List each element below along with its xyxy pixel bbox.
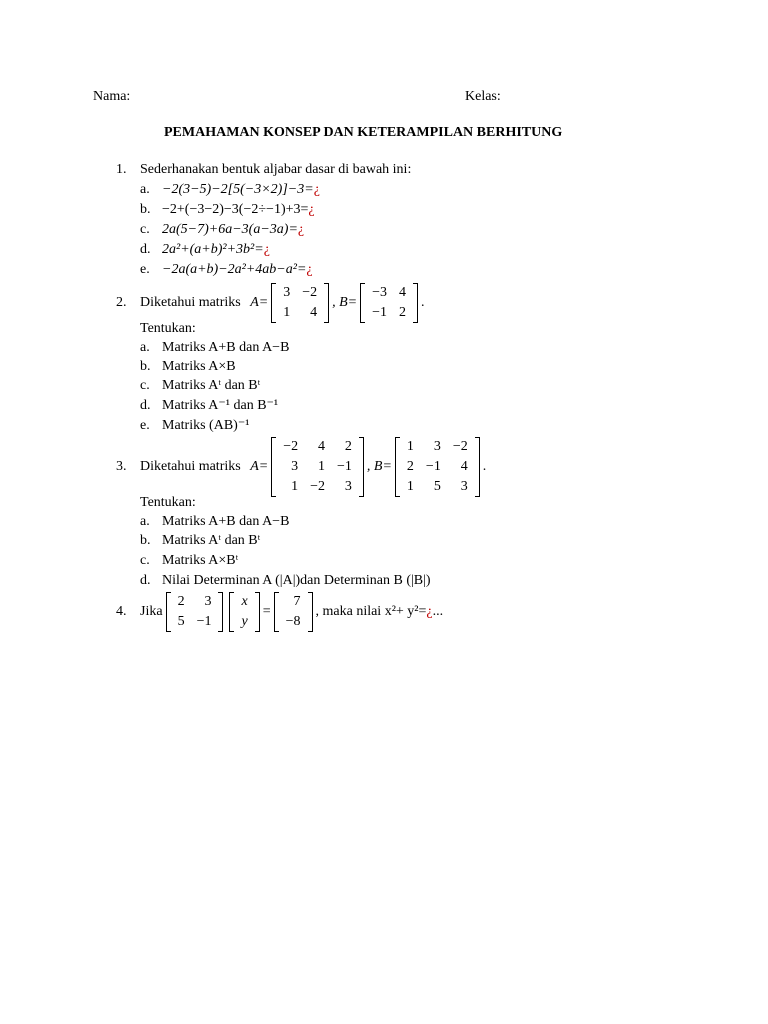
matrix-cell: −2 [283,439,299,454]
item-text: Matriks Aᵗ dan Bᵗ [162,533,261,548]
q4-tail-text: , maka nilai x²+ y²= [315,604,427,620]
matrix-cell: 2 [177,594,185,609]
matrix-cell: −2 [302,285,318,300]
q3-tentukan: Tentukan: [140,495,196,510]
item-text: Matriks A⁻¹ dan B⁻¹ [162,398,279,413]
matrix-cell: −2 [310,479,326,494]
matrix-b-label: , B= [332,295,358,311]
matrix-cell: 4 [460,459,468,474]
item-letter: a. [140,340,150,355]
matrix-b-label: , B= [366,459,392,475]
matrix-cell: 2 [344,439,352,454]
item-expression: 2a(5−7)+6a−3(a−3a)= [162,222,298,237]
item-letter: d. [140,242,151,257]
item-letter: d. [140,398,151,413]
matrix-cell: x [241,594,248,609]
matrix-cell: 3 [283,285,291,300]
matrix-cell: 4 [318,439,326,454]
q3-item-d [140,574,431,588]
matrix-cell: 4 [399,285,407,300]
q3-heading [116,437,486,493]
matrix-cell: 2 [399,305,407,320]
item-text: Matriks Aᵗ dan Bᵗ [162,378,261,393]
item-letter: e. [140,418,150,433]
q2-heading [116,283,425,321]
q4-heading [116,592,443,630]
matrix-cell: y [241,614,248,629]
q1-item-e [140,263,313,277]
item-expression: −2a(a+b)−2a²+4ab−a²= [162,262,307,277]
item-text: Matriks (AB)⁻¹ [162,418,250,433]
q1-item-d [140,243,270,257]
matrix-cell: −1 [196,614,212,629]
q2-item-d [140,399,278,413]
q4-matrix [166,592,224,632]
item-text: Matriks A×B [162,359,236,374]
q1-item-b [140,203,315,217]
matrix-cell: 1 [406,439,414,454]
question-mark: ¿ [306,262,313,277]
item-letter: c. [140,222,150,237]
question-mark: ¿ [297,222,305,237]
item-letter: a. [140,514,150,529]
item-letter: b. [140,359,151,374]
item-letter: c. [140,378,150,393]
item-text: Matriks A×Bᵗ [162,553,239,568]
q2-text: Diketahui matriks [140,295,241,311]
period: . [482,459,487,475]
item-text: Nilai Determinan A (|A|)dan Determinan B (|B|) [162,573,431,588]
matrix-cell: −3 [372,285,388,300]
matrix-cell: 1 [291,479,299,494]
matrix-cell: −8 [285,614,301,629]
q4-number: 4. [116,604,127,620]
matrix-cell: 3 [460,479,468,494]
matrix-cell: 3 [291,459,299,474]
matrix-cell: −1 [425,459,441,474]
q2-number: 2. [116,295,127,311]
question-mark: ¿ [426,604,433,620]
q3-matrix-b [395,437,480,497]
matrix-cell: 4 [310,305,318,320]
q2-item-b [140,360,236,374]
item-letter: e. [140,262,150,277]
q3-item-c [140,554,238,568]
item-letter: b. [140,202,151,217]
matrix-cell: −1 [337,459,352,474]
matrix-cell: 2 [406,459,414,474]
matrix-a-label: A= [250,459,269,475]
q2-item-a [140,341,289,355]
question-mark: ¿ [308,202,315,217]
q1-item-a [140,183,320,197]
period: . [421,295,425,311]
matrix-cell: 3 [344,479,352,494]
matrix-cell: 3 [204,594,212,609]
q4-vector [229,592,259,632]
q1-text: Sederhanakan bentuk aljabar dasar di bawah ini: [140,162,412,177]
ellipsis: ... [432,604,444,620]
q3-item-b [140,534,260,548]
nama-label: Nama: [93,89,131,104]
q2-tentukan: Tentukan: [140,321,196,336]
matrix-cell: 7 [293,594,301,609]
matrix-cell: 3 [433,439,441,454]
q2-matrix-b [360,283,418,323]
q2-item-c [140,379,260,393]
item-letter: b. [140,533,151,548]
item-letter: c. [140,553,150,568]
q3-item-a [140,515,289,529]
q1-number: 1. [116,162,127,177]
matrix-cell: −1 [372,305,388,320]
equals-sign: = [262,604,271,620]
matrix-cell: 5 [177,614,185,629]
q4-jika: Jika [140,604,163,620]
q2-item-e [140,419,249,433]
matrix-cell: −2 [452,439,468,454]
q4-result [274,592,313,632]
q1-heading [116,163,411,177]
page-title: PEMAHAMAN KONSEP DAN KETERAMPILAN BERHITUNG [164,125,563,140]
item-text: Matriks A+B dan A−B [162,340,290,355]
q3-text: Diketahui matriks [140,459,241,475]
item-letter: a. [140,182,150,197]
matrix-a-label: A= [250,295,269,311]
q3-matrix-a [271,437,364,497]
item-expression: −2+(−3−2)−3(−2÷−1)+3= [162,202,309,217]
kelas-label: Kelas: [465,89,501,104]
q3-number: 3. [116,459,127,475]
question-mark: ¿ [313,182,320,197]
question-mark: ¿ [263,242,270,257]
item-text: Matriks A+B dan A−B [162,514,290,529]
item-letter: d. [140,573,151,588]
matrix-cell: 1 [406,479,414,494]
matrix-cell: 1 [318,459,326,474]
q2-matrix-a [271,283,329,323]
item-expression: 2a²+(a+b)²+3b²= [162,242,264,257]
q1-item-c [140,223,304,237]
matrix-cell: 1 [283,305,291,320]
item-expression: −2(3−5)−2[5(−3×2)]−3= [162,182,314,197]
matrix-cell: 5 [433,479,441,494]
